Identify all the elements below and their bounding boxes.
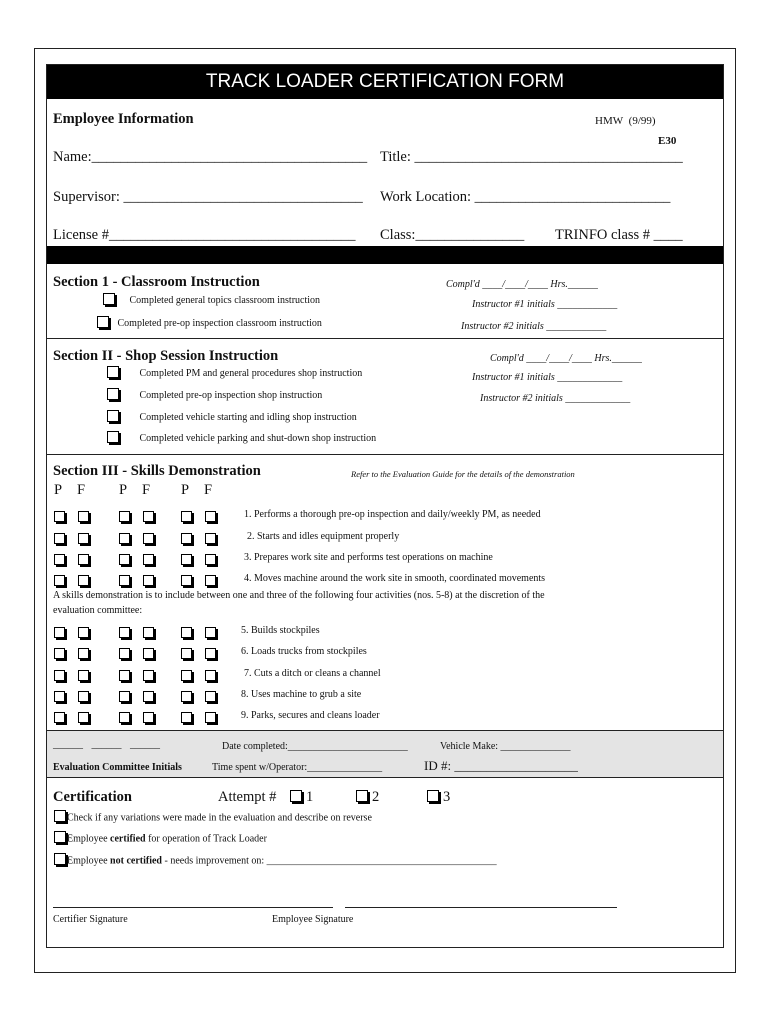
certified-label-post: for operation of Track Loader bbox=[145, 833, 267, 845]
pass-checkbox[interactable] bbox=[54, 648, 65, 659]
pass-checkbox[interactable] bbox=[181, 533, 192, 544]
fail-checkbox[interactable] bbox=[205, 533, 216, 544]
skill-item-label: 4. Moves machine around the work site in smooth, coordinated movements bbox=[244, 573, 546, 584]
attempt-number: 3 bbox=[443, 789, 451, 805]
checkbox[interactable] bbox=[54, 853, 66, 865]
pass-checkbox[interactable] bbox=[119, 575, 130, 586]
date-completed-field[interactable]: Date completed:________________________ bbox=[222, 741, 408, 752]
not-certified-label-post[interactable]: - needs improvement on: ______________________________________________ bbox=[161, 855, 497, 867]
fail-checkbox[interactable] bbox=[205, 511, 216, 522]
fail-checkbox[interactable] bbox=[205, 670, 216, 681]
pass-checkbox[interactable] bbox=[54, 533, 65, 544]
section2-instructor2[interactable]: Instructor #2 initials _____________ bbox=[480, 393, 631, 404]
attempt-option-1[interactable] bbox=[290, 789, 313, 806]
fail-checkbox[interactable] bbox=[205, 648, 216, 659]
employee-info-heading: Employee Information bbox=[53, 111, 194, 127]
not-certified-option bbox=[54, 855, 497, 867]
variations-option bbox=[54, 812, 372, 824]
section2-item bbox=[107, 433, 376, 445]
fail-checkbox[interactable] bbox=[78, 554, 89, 565]
section1-instructor2[interactable]: Instructor #2 initials ____________ bbox=[461, 321, 607, 332]
certified-label-bold: certified bbox=[110, 833, 146, 845]
pass-checkbox[interactable] bbox=[119, 554, 130, 565]
fail-checkbox[interactable] bbox=[78, 627, 89, 638]
section2-item-label: Completed vehicle parking and shut-down shop instruction bbox=[139, 433, 377, 445]
checkbox[interactable] bbox=[107, 431, 119, 443]
pass-checkbox[interactable] bbox=[181, 670, 192, 681]
certified-label-pre: Employee bbox=[67, 833, 111, 845]
skill-item-label: 7. Cuts a ditch or cleans a channel bbox=[244, 668, 381, 679]
section1-item-label: Completed pre-op inspection classroom instruction bbox=[117, 318, 322, 330]
skill-item-label: 8. Uses machine to grub a site bbox=[241, 689, 362, 700]
fail-checkbox[interactable] bbox=[143, 670, 154, 681]
fail-checkbox[interactable] bbox=[205, 627, 216, 638]
pass-checkbox[interactable] bbox=[54, 511, 65, 522]
work-location-field[interactable]: Work Location: ___________________________ bbox=[380, 189, 671, 205]
divider-bar bbox=[47, 246, 723, 264]
checkbox[interactable] bbox=[107, 366, 119, 378]
fail-checkbox[interactable] bbox=[143, 691, 154, 702]
fail-checkbox[interactable] bbox=[143, 575, 154, 586]
attempt-label: Attempt # bbox=[218, 789, 277, 805]
class-field[interactable]: Class:_______________ bbox=[380, 227, 525, 243]
section3-note: Refer to the Evaluation Guide for the details of the demonstration bbox=[351, 469, 575, 479]
skill-item-label: 9. Parks, secures and cleans loader bbox=[241, 710, 380, 721]
employee-signature-label: Employee Signature bbox=[272, 914, 354, 925]
name-field[interactable]: Name:______________________________________ bbox=[53, 149, 368, 165]
section1-item bbox=[103, 295, 320, 307]
fail-checkbox[interactable] bbox=[205, 554, 216, 565]
section1-instructor1[interactable]: Instructor #1 initials ____________ bbox=[472, 299, 618, 310]
fail-checkbox[interactable] bbox=[78, 691, 89, 702]
fail-checkbox[interactable] bbox=[78, 670, 89, 681]
section-divider bbox=[47, 454, 723, 455]
pass-checkbox[interactable] bbox=[181, 554, 192, 565]
checkbox[interactable] bbox=[427, 790, 439, 802]
committee-initials-blanks[interactable]: ______ ______ ______ bbox=[53, 739, 160, 750]
checkbox[interactable] bbox=[107, 410, 119, 422]
vehicle-make-field[interactable]: Vehicle Make: ______________ bbox=[440, 741, 571, 752]
certifier-signature-line[interactable] bbox=[53, 907, 333, 908]
pass-checkbox[interactable] bbox=[119, 648, 130, 659]
section2-item-label: Completed vehicle starting and idling shop instruction bbox=[139, 412, 357, 424]
time-spent-field[interactable]: Time spent w/Operator:_______________ bbox=[212, 762, 383, 773]
checkbox[interactable] bbox=[54, 810, 66, 822]
fail-checkbox[interactable] bbox=[143, 554, 154, 565]
checkbox[interactable] bbox=[290, 790, 302, 802]
fail-checkbox[interactable] bbox=[205, 575, 216, 586]
fail-checkbox[interactable] bbox=[143, 511, 154, 522]
section2-item bbox=[107, 390, 322, 402]
skill-item-label: 5. Builds stockpiles bbox=[241, 625, 320, 636]
skill-item-label: 6. Loads trucks from stockpiles bbox=[241, 646, 367, 657]
section1-heading: Section 1 - Classroom Instruction bbox=[53, 274, 260, 290]
pass-checkbox[interactable] bbox=[119, 691, 130, 702]
pass-checkbox[interactable] bbox=[119, 511, 130, 522]
fail-checkbox[interactable] bbox=[205, 691, 216, 702]
pass-header: P bbox=[181, 482, 190, 498]
attempt-number: 1 bbox=[306, 789, 314, 805]
title-field[interactable]: Title: _____________________________________ bbox=[380, 149, 683, 165]
checkbox[interactable] bbox=[356, 790, 368, 802]
checkbox[interactable] bbox=[107, 388, 119, 400]
certifier-signature-label: Certifier Signature bbox=[53, 914, 128, 925]
section2-item-label: Completed PM and general procedures shop instruction bbox=[139, 368, 363, 380]
section2-heading: Section II - Shop Session Instruction bbox=[53, 348, 279, 364]
checkbox[interactable] bbox=[54, 831, 66, 843]
pass-checkbox[interactable] bbox=[54, 554, 65, 565]
attempt-option-3[interactable] bbox=[427, 789, 450, 806]
pass-checkbox[interactable] bbox=[119, 533, 130, 544]
pass-checkbox[interactable] bbox=[54, 712, 65, 723]
section2-item bbox=[107, 412, 357, 424]
trinfo-class-field[interactable]: TRINFO class # ____ bbox=[555, 227, 683, 243]
pass-checkbox[interactable] bbox=[181, 648, 192, 659]
section3-heading: Section III - Skills Demonstration bbox=[53, 463, 261, 479]
form-code: HMW (9/99) bbox=[595, 115, 656, 127]
pass-checkbox[interactable] bbox=[181, 691, 192, 702]
pass-checkbox[interactable] bbox=[119, 627, 130, 638]
section1-completed[interactable]: Compl'd ____/____/____ Hrs.______ bbox=[446, 279, 598, 290]
fail-checkbox[interactable] bbox=[143, 648, 154, 659]
skills-instruction-line2: evaluation committee: bbox=[53, 605, 143, 616]
section1-item-label: Completed general topics classroom instruction bbox=[129, 295, 321, 307]
supervisor-field[interactable]: Supervisor: _________________________________ bbox=[53, 189, 363, 205]
pass-checkbox[interactable] bbox=[181, 627, 192, 638]
section-divider bbox=[47, 777, 723, 778]
skill-item-label: 1. Performs a thorough pre-op inspection and daily/weekly PM, as needed bbox=[244, 509, 541, 520]
not-certified-label-pre: Employee bbox=[67, 855, 111, 867]
pass-checkbox[interactable] bbox=[54, 627, 65, 638]
fail-checkbox[interactable] bbox=[78, 533, 89, 544]
attempt-option-2[interactable] bbox=[356, 789, 379, 806]
fail-header: F bbox=[204, 482, 213, 498]
section2-instructor1[interactable]: Instructor #1 initials _____________ bbox=[472, 372, 623, 383]
skill-item-label: 3. Prepares work site and performs test operations on machine bbox=[244, 552, 493, 563]
section2-completed[interactable]: Compl'd ____/____/____ Hrs.______ bbox=[490, 353, 642, 364]
fail-checkbox[interactable] bbox=[78, 575, 89, 586]
section-divider bbox=[47, 338, 723, 339]
pass-checkbox[interactable] bbox=[119, 670, 130, 681]
employee-signature-line[interactable] bbox=[345, 907, 617, 908]
section2-item bbox=[107, 368, 362, 380]
pass-checkbox[interactable] bbox=[181, 575, 192, 586]
form-id: E30 bbox=[658, 135, 677, 147]
pass-checkbox[interactable] bbox=[181, 511, 192, 522]
checkbox[interactable] bbox=[103, 293, 115, 305]
fail-checkbox[interactable] bbox=[143, 533, 154, 544]
certification-heading: Certification bbox=[53, 789, 132, 805]
fail-checkbox[interactable] bbox=[143, 712, 154, 723]
fail-checkbox[interactable] bbox=[78, 712, 89, 723]
skills-instruction-line1: A skills demonstration is to include between one and three of the following four activities (nos. 5-8) at the discretion of the bbox=[53, 590, 545, 601]
pass-checkbox[interactable] bbox=[54, 691, 65, 702]
variations-label: Check if any variations were made in the evaluation and describe on reverse bbox=[67, 812, 372, 824]
section1-item bbox=[97, 318, 322, 330]
certification-form bbox=[46, 64, 724, 948]
license-field[interactable]: License #__________________________________ bbox=[53, 227, 356, 243]
fail-checkbox[interactable] bbox=[205, 712, 216, 723]
pass-checkbox[interactable] bbox=[181, 712, 192, 723]
skill-item-label: 2. Starts and idles equipment properly bbox=[247, 531, 400, 542]
pass-header: P bbox=[119, 482, 128, 498]
committee-initials-label: Evaluation Committee Initials bbox=[53, 762, 182, 773]
section2-item-label: Completed pre-op inspection shop instruction bbox=[139, 390, 323, 402]
fail-header: F bbox=[142, 482, 151, 498]
fail-checkbox[interactable] bbox=[143, 627, 154, 638]
pass-checkbox[interactable] bbox=[54, 670, 65, 681]
fail-header: F bbox=[77, 482, 86, 498]
id-field[interactable]: ID #: ___________________ bbox=[424, 758, 578, 773]
pass-header: P bbox=[54, 482, 63, 498]
pass-checkbox[interactable] bbox=[54, 575, 65, 586]
fail-checkbox[interactable] bbox=[78, 648, 89, 659]
section-divider bbox=[47, 730, 723, 731]
fail-checkbox[interactable] bbox=[78, 511, 89, 522]
not-certified-label-bold: not certified bbox=[110, 855, 162, 867]
certified-option bbox=[54, 833, 267, 845]
form-title: TRACK LOADER CERTIFICATION FORM bbox=[47, 65, 723, 99]
checkbox[interactable] bbox=[97, 316, 109, 328]
attempt-number: 2 bbox=[372, 789, 380, 805]
pass-checkbox[interactable] bbox=[119, 712, 130, 723]
